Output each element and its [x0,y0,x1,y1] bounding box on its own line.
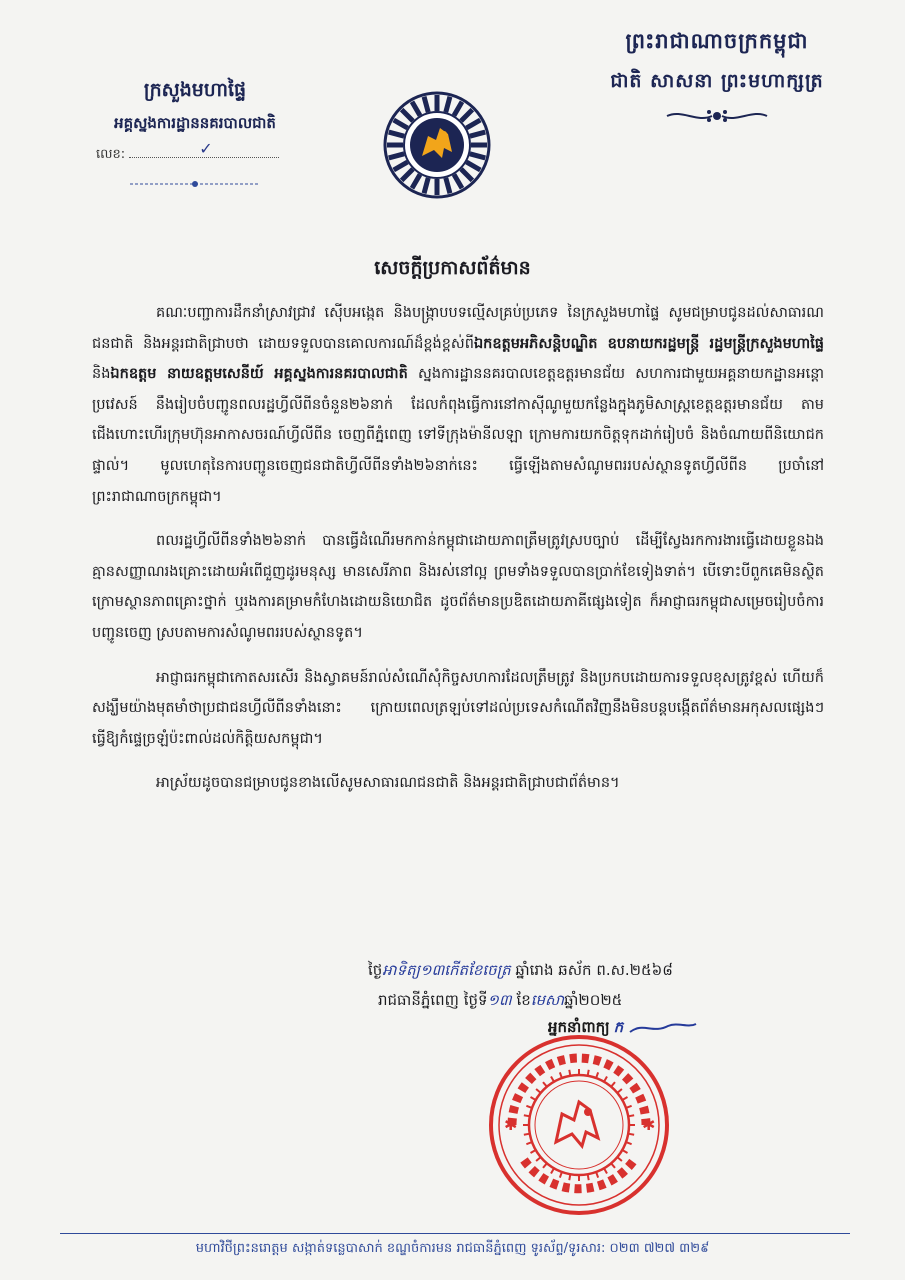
date-block [368,955,838,1015]
seal-tick [543,1082,547,1087]
divider-ornament-icon [130,179,260,189]
seal-tick [626,1106,632,1108]
kingdom-name: ព្រះរាជាណាចក្រកម្ពុជា [625,28,809,53]
seal-tick [622,1150,627,1153]
handwritten-day: ១៣ [487,991,512,1009]
seal-tick [604,1077,607,1082]
seal-tick [531,1150,536,1153]
seal-tick [611,1163,615,1168]
lunar-date [368,955,838,985]
police-emblem-icon [382,90,492,200]
date-text: ឆ្នាំ២០២៥ [564,991,623,1009]
paragraph [92,298,824,512]
signature-stroke-icon [628,1020,698,1036]
official-title: ឯកឧត្តមអភិសន្តិបណ្ឌិត ឧបនាយករដ្ឋមន្ត្រី រដ្ឋមន្ត្រីក្រសួងមហាផ្ទៃ [473,335,824,352]
ministry-header [60,78,330,193]
seal-tick [560,1072,562,1078]
emblem-ray [394,120,408,128]
kingdom-header [567,28,867,129]
emblem-ray [412,174,420,188]
seal-tick [596,1072,598,1078]
seal-tick [596,1172,598,1178]
seal-tick [560,1172,562,1178]
seal-tick [531,1097,536,1100]
seal-tick [536,1089,541,1093]
handwritten-month: មេសា [530,991,565,1009]
seal-tick [611,1082,615,1087]
date-text: ថ្ងៃ [368,961,383,979]
seal-tick [569,1174,570,1180]
seal-tick [628,1134,634,1135]
seal-tick [524,1134,530,1135]
official-seal-icon [484,1030,674,1220]
announcement-body [92,298,824,813]
gregorian-date [368,985,838,1015]
ornament-icon [657,107,777,125]
official-title: ឯកឧត្តម នាយឧត្តមសេនីយ៍ អគ្គស្នងការនគរបាលជាតិ [110,366,408,383]
national-motto: ជាតិ សាសនា ព្រះមហាក្សត្រ [610,70,824,92]
emblem-ray [394,162,408,170]
emblem-ray [402,110,413,121]
emblem-ray [466,120,480,128]
paragraph-text: ស្នងការដ្ឋាននគរបាលខេត្តឧត្តរមានជ័យ សហការជាមួយអគ្គនាយកដ្ឋានអន្តោប្រវេសន៍ នឹងរៀបចំបញ្ជូនពលរដ្ឋហ្វីលីពីនចំនួន២៦នាក់ ដែលកំពុងធ្វើការនៅកាស៊ីណូមួយកន្លែងក្នុងភូមិសាស្ត្រខេត្តឧត្តរមានជ័យ តាមជើងហោះហើរក្រុមហ៊ុនអាកាសចរណ៍ហ្វីលីពីន ចេញពីភ្នំពេញ ទៅទីក្រុងម៉ានីលឡា ក្រោមការយកចិត្តទុកដាក់រៀបចំ និងចំណាយពីនិយោជកផ្ទាល់។ មូលហេតុនៃការបញ្ជូនចេញជនជាតិហ្វីលីពីនទាំង២៦នាក់នេះ ធ្វើឡើងតាមសំណូមពររបស់ស្ថានទូតហ្វីលីពីន ប្រចាំនៅព្រះរាជាណាចក្រកម្ពុជា។ [92,366,824,505]
seal-tick [628,1115,634,1116]
handwritten-signature: ក [613,1018,624,1036]
reference-number [60,139,330,165]
date-text: ឆ្នាំរោង ឆស័ក ព.ស.២៥៦៨ [510,961,673,979]
emblem-ray [470,154,485,158]
emblem-ray [446,97,450,112]
date-text: ខែ [511,991,531,1009]
emblem-ray [461,110,472,121]
seal-tick [524,1115,530,1116]
seal-tick [536,1157,541,1161]
seal-tick [543,1163,547,1168]
signer-label: អ្នកនាំពាក្យ [548,1018,610,1036]
paragraph: អាស្រ័យដូចបានជម្រាបជូនខាងលើសូមសាធារណជនជាតិ និងអន្តរជាតិជ្រាបជាព័ត៌មាន។ [156,775,620,792]
reference-number-field [129,139,279,158]
footer-divider [60,1233,850,1234]
emblem-ray [454,102,462,116]
svg-text:✱: ✱ [504,1115,518,1134]
emblem-ray [461,169,472,180]
emblem-ray [446,178,450,193]
seal-tick [526,1142,532,1144]
footer-address: មហាវិថីព្រះនរោត្តម សង្កាត់ទន្លេបាសាក់ ខណ្ឌចំការមន រាជធានីភ្នំពេញ ទូរស័ព្ទ/ទូរសារ: ០២៣ ៧២៧ ៣២៩ [195,1241,710,1256]
seal-tick [551,1168,554,1173]
seal-tick [617,1089,622,1093]
seal-tick [551,1077,554,1082]
seal-tick [617,1157,622,1161]
emblem-ray [466,162,480,170]
seal-tick [626,1142,632,1144]
reference-number-label: លេខ: [96,147,126,162]
emblem-ray [412,102,420,116]
spokesperson-signature [548,1018,698,1040]
paragraph: អាជ្ញាធរកម្ពុជាកោតសរសើរ និងស្វាគមន៍រាល់សំណើសុំកិច្ចសហការដែលត្រឹមត្រូវ និងប្រកបដោយការទទួលខុសត្រូវខ្ពស់ ហើយក៏សង្ឃឹមយ៉ាងមុតមាំថាប្រជាជនហ្វីលីពីនទាំងនោះ ក្រោយពេលត្រឡប់ទៅដល់ប្រទេសកំណើតវិញនឹងមិនបន្តបង្កើតព័ត៌មានអកុសលផ្សេងៗ ធ្វើឱ្យកំផ្ទេច្រឡំប៉ះពាល់ដល់កិត្តិយសកម្ពុជា។ [92,669,824,747]
seal-tick [588,1070,589,1076]
emblem-ray [424,97,428,112]
svg-text:✱: ✱ [642,1115,656,1134]
emblem-ray [424,178,428,193]
emblem-ray [389,154,404,158]
page-title: សេចក្តីប្រកាសព័ត៌មាន [374,257,531,279]
department-name: អគ្គស្នងការដ្ឋាននគរបាលជាតិ [114,114,276,132]
seal-tick [588,1174,589,1180]
emblem-ray [402,169,413,180]
paragraph-text: និង [92,366,111,383]
date-text: រាជធានីភ្នំពេញ ថ្ងៃទី [378,991,488,1009]
emblem-ray [389,132,404,136]
check-mark-icon: ✓ [199,139,213,158]
seal-tick [526,1106,532,1108]
ministry-name: ក្រសួងមហាផ្ទៃ [143,79,247,101]
seal-tick [604,1168,607,1173]
seal-tick [622,1097,627,1100]
emblem-ray [454,174,462,188]
emblem-ray [470,132,485,136]
seal-tick [569,1070,570,1076]
paragraph-text: គណៈបញ្ជាការដឹកនាំស្រាវជ្រាវ ស៊ើបអង្កេត និងបង្ក្រាបបទល្មើសគ្រប់ប្រភេទ នៃក្រសួងមហាផ្ទៃ សូមជម្រាបជូនដល់សាធារណជនជាតិ និងអន្តរជាតិជ្រាបថា ដោយទទួលបានគោលការណ៍ដ៏ខ្ពង់ខ្ពស់ពី [92,305,824,352]
paragraph: ពលរដ្ឋហ្វីលីពីនទាំង២៦នាក់ បានធ្វើដំណើរមកកាន់កម្ពុជាដោយភាពត្រឹមត្រូវស្របច្បាប់ ដើម្បីស្វែងរកការងារធ្វើដោយខ្លួនឯង គ្មានសញ្ញាណរងគ្រោះដោយអំពើជួញដូរមនុស្ស មានសេរីភាព និងរស់នៅល្អ ព្រមទាំងទទួលបានប្រាក់ខែទៀងទាត់។ បើទោះបីពួកគេមិនស្ថិតក្រោមស្ថានភាពគ្រោះថ្នាក់ ឬរងការគម្រាមកំហែងដោយនិយោជិត ដូចព័ត៌មានប្រឌិតដោយភាគីផ្សេងទៀត ក៏អាជ្ញាធរកម្ពុជាសម្រេចរៀបចំការបញ្ជូនចេញ ស្របតាមការសំណូមពររបស់ស្ថានទូត។ [92,533,824,641]
handwritten-date: អាទិត្យ១៣កើតខែចេត្រ [382,961,511,979]
